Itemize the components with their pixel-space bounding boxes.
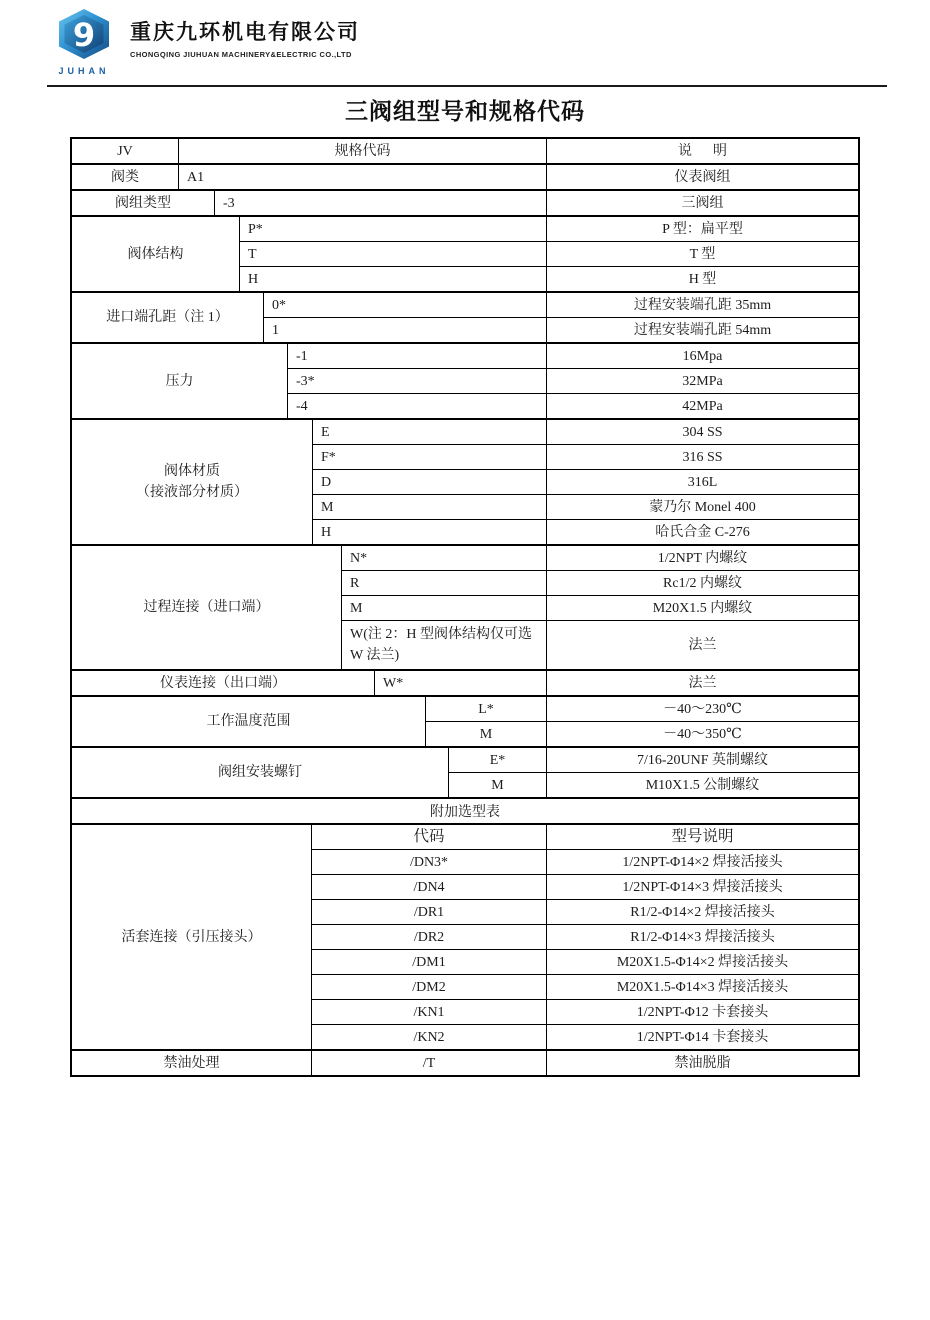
section-label: 阀类 <box>72 165 179 189</box>
table-row <box>375 671 858 695</box>
section-pressure <box>72 342 858 418</box>
addon-desc-header: 型号说明 <box>546 825 858 849</box>
section-union-connection <box>72 823 858 1049</box>
company-name-chinese: 重庆九环机电有限公司 <box>130 21 360 44</box>
desc-cell: T 型 <box>546 242 858 266</box>
section-body-structure <box>72 215 858 291</box>
table-row <box>312 849 858 874</box>
header-model-cell: JV <box>72 139 179 163</box>
desc-cell: M20X1.5-Φ14×2 焊接活接头 <box>546 950 858 974</box>
section-instrument-connection <box>72 669 858 695</box>
desc-cell: Rc1/2 内螺纹 <box>546 571 858 595</box>
code-cell: P* <box>248 221 263 237</box>
code-cell: L* <box>478 701 494 717</box>
company-name-english: CHONGQING JIUHUAN MACHINERY&ELECTRIC CO.,LTD <box>130 50 352 59</box>
desc-cell: 42MPa <box>546 394 858 418</box>
table-row <box>264 293 858 317</box>
table-row <box>342 595 858 620</box>
addon-banner-cell: 附加选型表 <box>430 805 500 820</box>
desc-cell: 禁油脱脂 <box>546 1051 858 1075</box>
table-row <box>342 546 858 570</box>
section-inlet-hole-spacing <box>72 291 858 342</box>
desc-cell: 1/2NPT-Φ14×3 焊接活接头 <box>546 875 858 899</box>
code-cell: A1 <box>187 169 205 185</box>
table-row <box>426 697 858 721</box>
code-cell: /DN3* <box>409 854 449 870</box>
table-row <box>449 748 858 772</box>
desc-cell: M20X1.5-Φ14×3 焊接活接头 <box>546 975 858 999</box>
section-label: 阀组安装螺钉 <box>72 748 449 797</box>
table-row <box>288 368 858 393</box>
document-title: 三阀组型号和规格代码 <box>345 99 585 124</box>
section-label: 过程连接（进口端） <box>72 546 342 669</box>
letterhead <box>48 8 360 76</box>
code-cell: /KN1 <box>413 1004 445 1020</box>
section-body-material <box>72 418 858 544</box>
table-row <box>264 317 858 342</box>
code-cell: /KN2 <box>413 1029 445 1045</box>
table-row <box>313 494 858 519</box>
desc-cell: 三阀组 <box>546 191 858 215</box>
section-label: 仪表连接（出口端） <box>72 671 375 695</box>
section-label: 阀体结构 <box>72 217 240 291</box>
section-label: 压力 <box>72 344 288 418</box>
code-cell: W* <box>383 675 404 691</box>
desc-cell: 32MPa <box>546 369 858 393</box>
desc-cell: M10X1.5 公制螺纹 <box>546 773 858 797</box>
company-logo <box>48 8 120 76</box>
table-row <box>288 344 858 368</box>
table-row <box>313 519 858 544</box>
desc-cell: 304 SS <box>546 420 858 444</box>
desc-cell: 1/2NPT-Φ14×2 焊接活接头 <box>546 850 858 874</box>
table-row <box>312 999 858 1024</box>
code-cell: M <box>491 777 504 793</box>
table-row <box>449 772 858 797</box>
desc-cell: M20X1.5 内螺纹 <box>546 596 858 620</box>
code-cell: /T <box>422 1055 436 1071</box>
section-valve-class <box>72 163 858 189</box>
desc-cell: 哈氏合金 C-276 <box>546 520 858 544</box>
table-row <box>313 444 858 469</box>
code-cell: /DM2 <box>412 979 446 995</box>
section-label: 阀组类型 <box>72 191 215 215</box>
section-label: 禁油处理 <box>72 1051 312 1075</box>
code-cell: -1 <box>296 348 308 364</box>
desc-cell: 7/16-20UNF 英制螺纹 <box>546 748 858 772</box>
addon-code-header: 代码 <box>413 828 445 846</box>
desc-cell: 过程安装端孔距 35mm <box>546 293 858 317</box>
code-cell: H <box>248 271 259 287</box>
code-cell: -4 <box>296 398 308 414</box>
table-row <box>240 266 858 291</box>
table-row <box>312 899 858 924</box>
code-cell: E <box>321 424 330 440</box>
code-cell: E* <box>489 752 506 768</box>
table-row <box>313 469 858 494</box>
desc-cell: －40～350℃ <box>546 722 858 746</box>
desc-cell: 16Mpa <box>546 344 858 368</box>
code-cell: /DM1 <box>412 954 446 970</box>
table-row <box>312 924 858 949</box>
addon-banner-row <box>72 797 858 823</box>
code-cell: M <box>350 600 363 616</box>
table-row <box>288 393 858 418</box>
table-row <box>215 191 858 215</box>
desc-cell: －40～230℃ <box>546 697 858 721</box>
section-label: 工作温度范围 <box>72 697 426 746</box>
code-cell: N* <box>350 550 368 566</box>
table-row <box>312 1051 858 1075</box>
table-row <box>240 217 858 241</box>
table-header-row <box>72 139 858 163</box>
desc-cell: 316L <box>546 470 858 494</box>
section-process-connection <box>72 544 858 669</box>
code-cell: /DR2 <box>413 929 445 945</box>
code-cell: M <box>321 499 334 515</box>
table-row <box>240 241 858 266</box>
table-row <box>179 165 858 189</box>
code-cell: T <box>248 246 257 262</box>
header-divider-line <box>47 85 887 87</box>
table-row <box>312 949 858 974</box>
section-label: 进口端孔距（注 1） <box>72 293 264 342</box>
company-names <box>130 8 360 59</box>
code-cell: 0* <box>272 297 286 313</box>
section-label: 活套连接（引压接头） <box>72 825 312 1049</box>
logo-wordmark: JUHAN <box>58 66 110 76</box>
table-row <box>312 1024 858 1049</box>
code-cell: /DR1 <box>413 904 445 920</box>
code-cell: -3 <box>223 195 235 211</box>
section-label: 阀体材质 （接液部分材质） <box>72 420 313 544</box>
desc-cell: 法兰 <box>546 671 858 695</box>
section-oil-free-treatment <box>72 1049 858 1075</box>
code-cell: W(注 2：H 型阀体结构仅可选 W 法兰) <box>350 627 532 663</box>
desc-cell: 过程安装端孔距 54mm <box>546 318 858 342</box>
table-row <box>342 620 858 669</box>
code-cell: M <box>479 726 493 742</box>
desc-cell: 法兰 <box>546 621 858 669</box>
hexagon-nine-logo-icon <box>55 8 113 60</box>
desc-cell: P 型：扁平型 <box>546 217 858 241</box>
section-working-temperature <box>72 695 858 746</box>
addon-header-row <box>312 825 858 849</box>
desc-cell: 1/2NPT 内螺纹 <box>546 546 858 570</box>
desc-cell: R1/2-Φ14×2 焊接活接头 <box>546 900 858 924</box>
table-row <box>342 570 858 595</box>
code-cell: R <box>350 575 360 591</box>
desc-cell: 1/2NPT-Φ12 卡套接头 <box>546 1000 858 1024</box>
section-mounting-screws <box>72 746 858 797</box>
code-cell: F* <box>321 449 336 465</box>
header-desc-cell: 说 明 <box>546 139 858 163</box>
table-row <box>312 974 858 999</box>
svg-text:9: 9 <box>72 16 96 54</box>
table-row <box>312 874 858 899</box>
code-cell: 1 <box>272 322 279 338</box>
table-row <box>426 721 858 746</box>
desc-cell: 1/2NPT-Φ14 卡套接头 <box>546 1025 858 1049</box>
code-cell: H <box>321 524 332 540</box>
desc-cell: 316 SS <box>546 445 858 469</box>
section-manifold-type <box>72 189 858 215</box>
code-cell: /DN4 <box>413 879 445 895</box>
code-cell: D <box>321 474 332 490</box>
desc-cell: H 型 <box>546 267 858 291</box>
desc-cell: 蒙乃尔 Monel 400 <box>546 495 858 519</box>
spec-table <box>70 137 860 1077</box>
desc-cell: R1/2-Φ14×3 焊接活接头 <box>546 925 858 949</box>
code-cell: -3* <box>296 373 315 389</box>
table-row <box>313 420 858 444</box>
desc-cell: 仪表阀组 <box>546 165 858 189</box>
header-spec-cell: 规格代码 <box>334 143 391 159</box>
